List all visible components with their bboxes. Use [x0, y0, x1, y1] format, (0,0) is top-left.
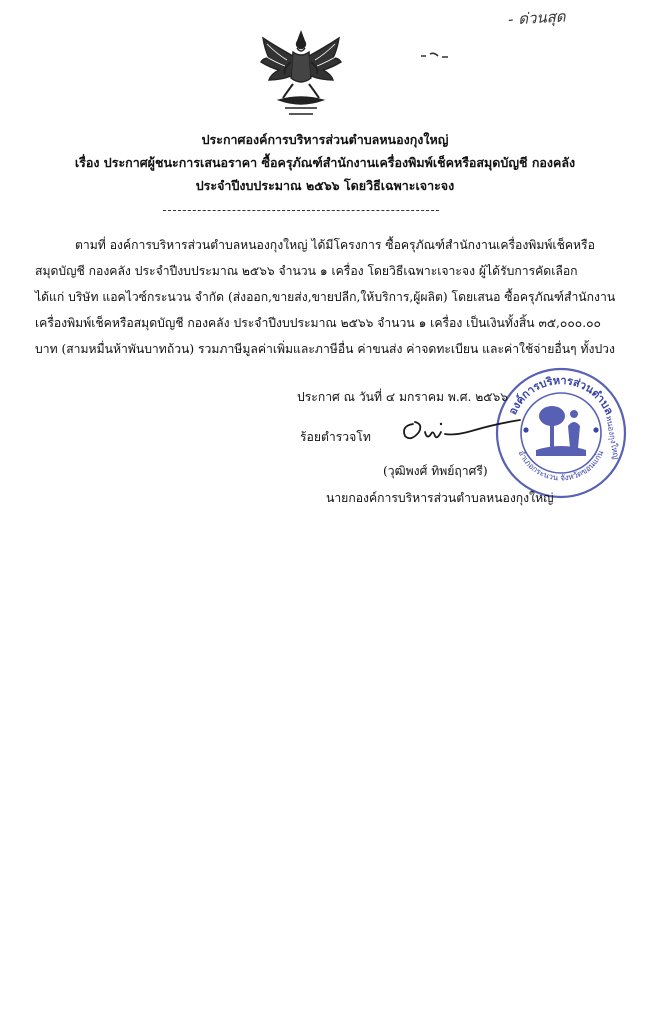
- stamp-bottom-text: อำเภอกระนวน จังหวัดขอนแก่น: [516, 448, 606, 483]
- signer-position: นายกองค์การบริหารส่วนตำบลหนองกุงใหญ่: [326, 491, 554, 505]
- signer-name: (วุฒิพงศ์ ทิพย์ฤาศรี): [383, 464, 488, 478]
- handwritten-signature: [395, 410, 525, 450]
- title-line-1: ประกาศองค์การบริหารส่วนตำบลหนองกุงใหญ่: [201, 132, 449, 147]
- body-line-1: ตามที่ องค์การบริหารส่วนตำบลหนองกุงใหญ่ ได้มีโครงการ ซื้อครุภัณฑ์สำนักงานเครื่องพิมพ์เช็คหรือ: [75, 238, 595, 252]
- body-line-4: เครื่องพิมพ์เช็คหรือสมุดบัญชี กองคลัง ประจำปีงบประมาณ ๒๕๖๖ จำนวน ๑ เครื่อง เป็นเงินทั้งสิ้น ๓๕,๐๐๐.๐๐: [35, 316, 601, 330]
- signer-rank: ร้อยตำรวจโท: [300, 430, 371, 444]
- title-line-2: เรื่อง ประกาศผู้ชนะการเสนอราคา ซื้อครุภัณฑ์สำนักงานเครื่องพิมพ์เช็คหรือสมุดบัญชี กองคลัง: [74, 155, 576, 170]
- body-line-5: บาท (สามหมื่นห้าพันบาทถ้วน) รวมภาษีมูลค่าเพิ่มและภาษีอื่น ค่าขนส่ง ค่าจดทะเบียน และค่าใช้จ่ายอื่นๆ ทั้งปวง: [35, 342, 615, 356]
- body-line-2: สมุดบัญชี กองคลัง ประจำปีงบประมาณ ๒๕๖๖ จำนวน ๑ เครื่อง โดยวิธีเฉพาะเจาะจง ผู้ได้รับการคัดเลือก: [35, 264, 578, 278]
- dashed-divider: [163, 210, 439, 211]
- announcement-body: [35, 232, 616, 362]
- handwritten-note: - ด่วนสุด: [507, 7, 566, 29]
- garuda-emblem-icon: [257, 28, 345, 120]
- ink-mark: [420, 48, 450, 60]
- body-line-3: ได้แก่ บริษัท แอคไวซ์กระนวน จำกัด (ส่งออก,ขายส่ง,ขายปลีก,ให้บริการ,ผู้ผลิต) โดยเสนอ ซื้อครุภัณฑ์สำนักงาน: [35, 290, 616, 304]
- title-line-3: ประจำปีงบประมาณ ๒๕๖๖ โดยวิธีเฉพาะเจาะจง: [195, 178, 455, 193]
- stamp-top-text: องค์การบริหารส่วนตำบล: [506, 373, 616, 417]
- announcement-date: ประกาศ ณ วันที่ ๔ มกราคม พ.ศ. ๒๕๖๖: [297, 390, 509, 404]
- stamp-right-text: หนองกุงใหญ่: [604, 415, 621, 461]
- announcement-title: [40, 128, 610, 197]
